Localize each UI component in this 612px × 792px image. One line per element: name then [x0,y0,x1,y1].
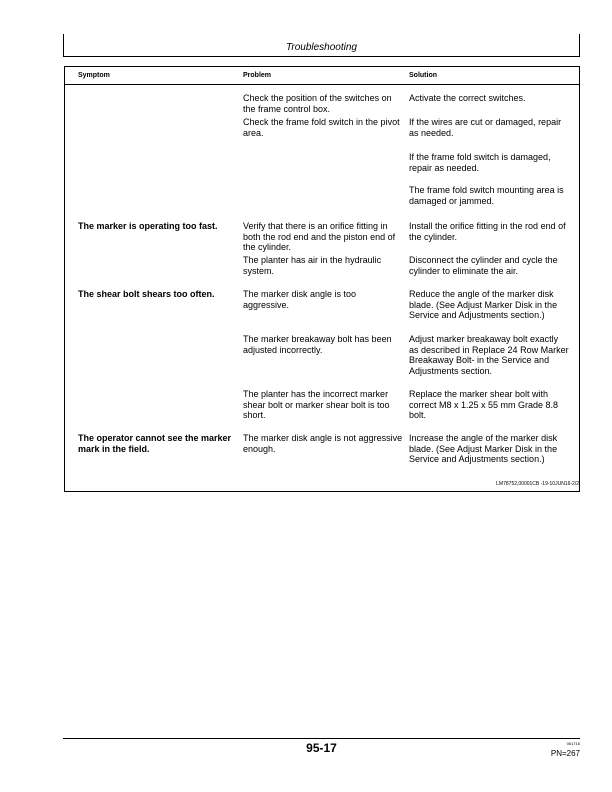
problem-cell: Check the frame fold switch in the pivot area. [243,117,400,138]
column-header-problem: Problem [243,72,272,79]
column-header-solution: Solution [409,72,437,79]
problem-cell: The marker disk angle is not aggressive enough. [243,433,403,454]
solution-cell: Adjust marker breakaway bolt exactly as described in Replace 24 Row Marker Breakaway Bolt- in the Service and Adjustments section. [409,334,569,376]
header-rule [63,56,580,57]
problem-cell: The planter has air in the hydraulic system. [243,255,382,276]
section-title: Troubleshooting [286,42,357,53]
symptom-cell: The marker is operating too fast. [78,221,218,231]
problem-cell: Verify that there is an orifice fitting in both the rod end and the piston end of the cylinder. [243,221,396,252]
page-number: 95-17 [306,741,337,755]
solution-cell: Activate the correct switches. [409,93,526,103]
solution-cell: Reduce the angle of the marker disk blade. (See Adjust Marker Disk in the Service and Adjustments section.) [409,289,558,320]
header-row-rule [64,84,580,85]
symptom-cell: The operator cannot see the marker mark in the field. [78,433,232,454]
problem-cell: Check the position of the switches on the frame control box. [243,93,392,114]
document-reference: LM78752,00001CB -19-10JUN16-2/2 [496,481,579,487]
column-header-symptom: Symptom [78,72,110,79]
solution-cell: Install the orifice fitting in the rod end of the cylinder. [409,221,566,242]
pn-number: PN=267 [550,749,580,758]
solution-cell: Disconnect the cylinder and cycle the cylinder to eliminate the air. [409,255,558,276]
table-top-rule [64,66,580,67]
solution-cell: If the frame fold switch is damaged, repair as needed. [409,152,551,173]
doc-code: 061716 [566,741,580,746]
problem-cell: The marker breakaway bolt has been adjusted incorrectly. [243,334,392,355]
problem-cell: The planter has the incorrect marker shear bolt or marker shear bolt is too short. [243,389,390,420]
footer-rule [63,738,580,739]
symptom-cell: The shear bolt shears too often. [78,289,215,299]
solution-cell: Replace the marker shear bolt with correct M8 x 1.25 x 55 mm Grade 8.8 bolt. [409,389,559,420]
solution-cell: The frame fold switch mounting area is damaged or jammed. [409,185,564,206]
solution-cell: If the wires are cut or damaged, repair as needed. [409,117,562,138]
problem-cell: The marker disk angle is too aggressive. [243,289,357,310]
solution-cell: Increase the angle of the marker disk blade. (See Adjust Marker Disk in the Service and Adjustments section.) [409,433,558,464]
